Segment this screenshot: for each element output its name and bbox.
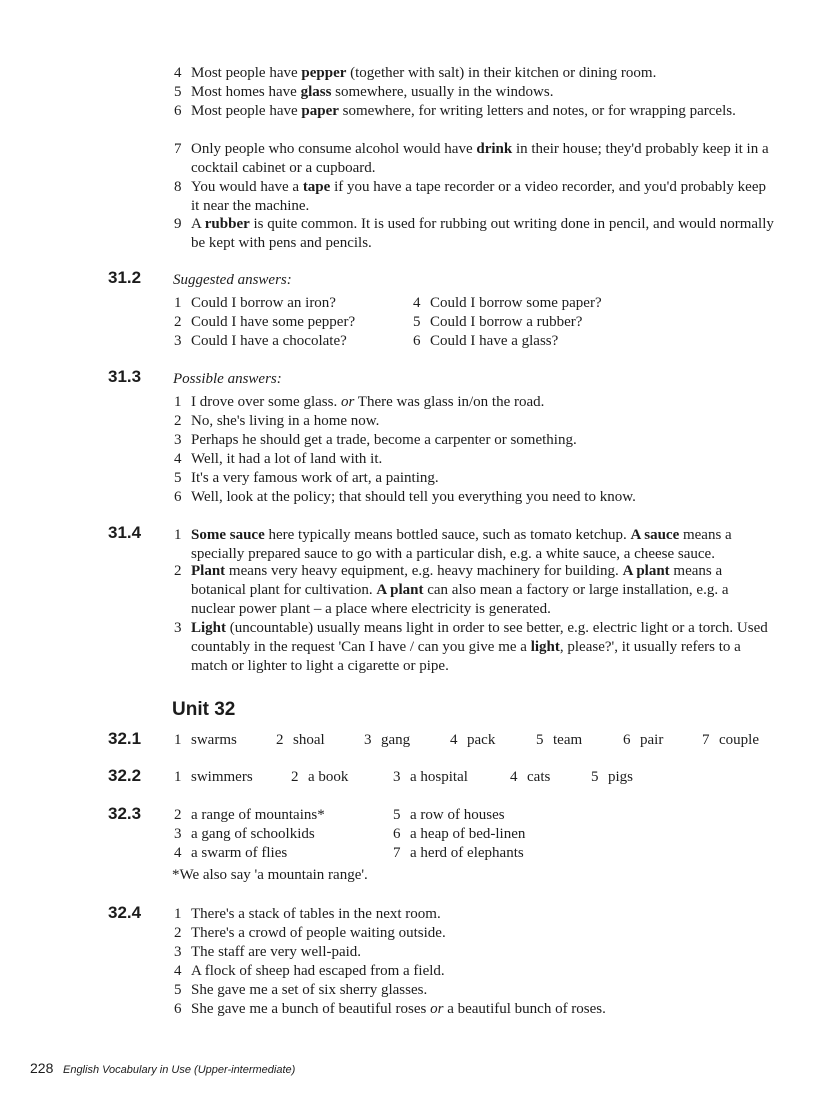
answer-cell: 5 pigs: [591, 769, 634, 785]
answer-item: [174, 562, 774, 619]
item-text: Perhaps he should get a trade, become a carpenter or something.: [191, 432, 577, 448]
answer-cell: 1 swimmers: [174, 769, 253, 785]
item-number: 4: [174, 963, 182, 979]
item-text: You would have a tape if you have a tape recorder or a video recorder, and you'd probably keep it near the machine.: [191, 179, 766, 214]
item-text: Most homes have glass somewhere, usually in the windows.: [191, 84, 554, 100]
answer-cell: 5 team: [536, 732, 583, 748]
answer-item: [174, 450, 774, 469]
item-number: 6: [174, 489, 182, 505]
section-intro: Suggested answers:: [173, 272, 292, 288]
answer-item: [174, 83, 774, 102]
item-number: 4: [174, 451, 182, 467]
item-number: 3: [174, 944, 182, 960]
item-text: Some sauce here typically means bottled sauce, such as tomato ketchup. A sauce means a specially prepared sauce to go with a particular dish, e.g. a white sauce, a cheese sauce.: [191, 527, 732, 562]
item-number: 3: [174, 432, 182, 448]
answer-item: [174, 393, 774, 412]
item-text: Well, look at the policy; that should tell you everything you need to know.: [191, 489, 636, 505]
answer-item: [174, 140, 774, 178]
item-text: Most people have pepper (together with salt) in their kitchen or dining room.: [191, 65, 657, 81]
page-number: 228: [30, 1060, 54, 1076]
answer-item: [174, 526, 774, 564]
answer-cell: 3 a gang of schoolkids: [174, 826, 315, 842]
answer-cell: 3 gang: [364, 732, 411, 748]
item-number: 9: [174, 216, 182, 232]
item-number: 2: [174, 925, 182, 941]
book-title: English Vocabulary in Use (Upper-intermediate): [62, 1064, 296, 1076]
answer-item: [174, 962, 774, 981]
answer-cell: 5 a row of houses: [393, 807, 505, 823]
item-number: 5: [174, 982, 182, 998]
item-text: It's a very famous work of art, a painting.: [191, 470, 439, 486]
item-text: She gave me a set of six sherry glasses.: [191, 982, 428, 998]
answer-item: [174, 905, 774, 924]
answer-cell: 3 Could I have a chocolate?: [174, 333, 347, 349]
item-text: Well, it had a lot of land with it.: [191, 451, 383, 467]
item-number: 5: [174, 84, 182, 100]
item-number: 1: [174, 527, 182, 543]
item-number: 6: [174, 103, 182, 119]
item-text: There's a crowd of people waiting outside.: [191, 925, 446, 941]
section-label: 32.1: [108, 729, 142, 748]
item-number: 4: [174, 65, 182, 81]
answer-item: [174, 64, 774, 83]
item-text: She gave me a bunch of beautiful roses or a beautiful bunch of roses.: [191, 1001, 606, 1017]
item-text: There's a stack of tables in the next room.: [191, 906, 441, 922]
section-label: 32.2: [108, 766, 142, 785]
answer-item: [174, 178, 774, 216]
answer-cell: 4 cats: [510, 769, 551, 785]
answer-cell: 2 a range of mountains*: [174, 807, 325, 823]
item-number: 5: [174, 470, 182, 486]
answer-item: [174, 412, 774, 431]
item-text: Only people who consume alcohol would have drink in their house; they'd probably keep it in a cocktail cabinet or a cupboard.: [191, 141, 769, 176]
item-text: Plant means very heavy equipment, e.g. heavy machinery for building. A plant means a botanical plant for cultivation. A plant can also mean a factory or large installation, e.g. a nuclear power plant – a place where electricity is generated.: [191, 563, 729, 617]
section-label: 31.3: [108, 367, 142, 386]
section-intro: Possible answers:: [173, 371, 282, 387]
answer-item: [174, 619, 774, 676]
item-number: 6: [174, 1001, 182, 1017]
item-text: A rubber is quite common. It is used for rubbing out writing done in pencil, and would normally be kept with pens and pencils.: [191, 216, 774, 251]
answer-item: [174, 981, 774, 1000]
answer-item: [174, 488, 774, 507]
answer-cell: 4 Could I borrow some paper?: [413, 295, 602, 311]
item-text: Most people have paper somewhere, for writing letters and notes, or for wrapping parcels.: [191, 103, 736, 119]
item-text: I drove over some glass. or There was glass in/on the road.: [191, 394, 545, 410]
item-number: 3: [174, 620, 182, 636]
answer-cell: 3 a hospital: [393, 769, 468, 785]
answer-cell: 5 Could I borrow a rubber?: [413, 314, 583, 330]
answer-cell: 7 a herd of elephants: [393, 845, 524, 861]
answer-cell: 6 Could I have a glass?: [413, 333, 559, 349]
unit-heading: Unit 32: [172, 699, 236, 720]
answer-item: [174, 215, 774, 253]
answer-cell: 7 couple: [702, 732, 759, 748]
section-label: 31.2: [108, 268, 142, 287]
item-number: 7: [174, 141, 182, 157]
page-footer: [30, 1060, 295, 1076]
answer-cell: 6 pair: [623, 732, 664, 748]
item-number: 2: [174, 413, 182, 429]
answer-item: [174, 924, 774, 943]
section-label: 32.3: [108, 804, 142, 823]
item-number: 8: [174, 179, 182, 195]
answer-item: [174, 431, 774, 450]
item-number: 2: [174, 563, 182, 579]
item-number: 1: [174, 394, 182, 410]
item-text: The staff are very well-paid.: [191, 944, 362, 960]
answer-cell: 6 a heap of bed-linen: [393, 826, 526, 842]
section-label: 32.4: [108, 903, 142, 922]
item-number: 1: [174, 906, 182, 922]
footnote: *We also say 'a mountain range'.: [172, 867, 368, 883]
answer-cell: 1 Could I borrow an iron?: [174, 295, 336, 311]
section-label: 31.4: [108, 523, 142, 542]
answer-cell: 2 a book: [291, 769, 349, 785]
answer-cell: 2 shoal: [276, 732, 325, 748]
answer-item: [174, 943, 774, 962]
answer-cell: 1 swarms: [174, 732, 237, 748]
answer-item: [174, 102, 774, 121]
item-text: Light (uncountable) usually means light in order to see better, e.g. electric light or a torch. Used countably in the request 'Can I have / can you give me a light, please?', it usually refers to a match or lighter to light a cigarette or pipe.: [191, 620, 768, 674]
answer-cell: 4 pack: [450, 732, 496, 748]
item-text: A flock of sheep had escaped from a field.: [191, 963, 445, 979]
answer-item: [174, 469, 774, 488]
item-text: No, she's living in a home now.: [191, 413, 380, 429]
answer-cell: 4 a swarm of flies: [174, 845, 288, 861]
answer-cell: 2 Could I have some pepper?: [174, 314, 356, 330]
answer-item: [174, 1000, 774, 1019]
